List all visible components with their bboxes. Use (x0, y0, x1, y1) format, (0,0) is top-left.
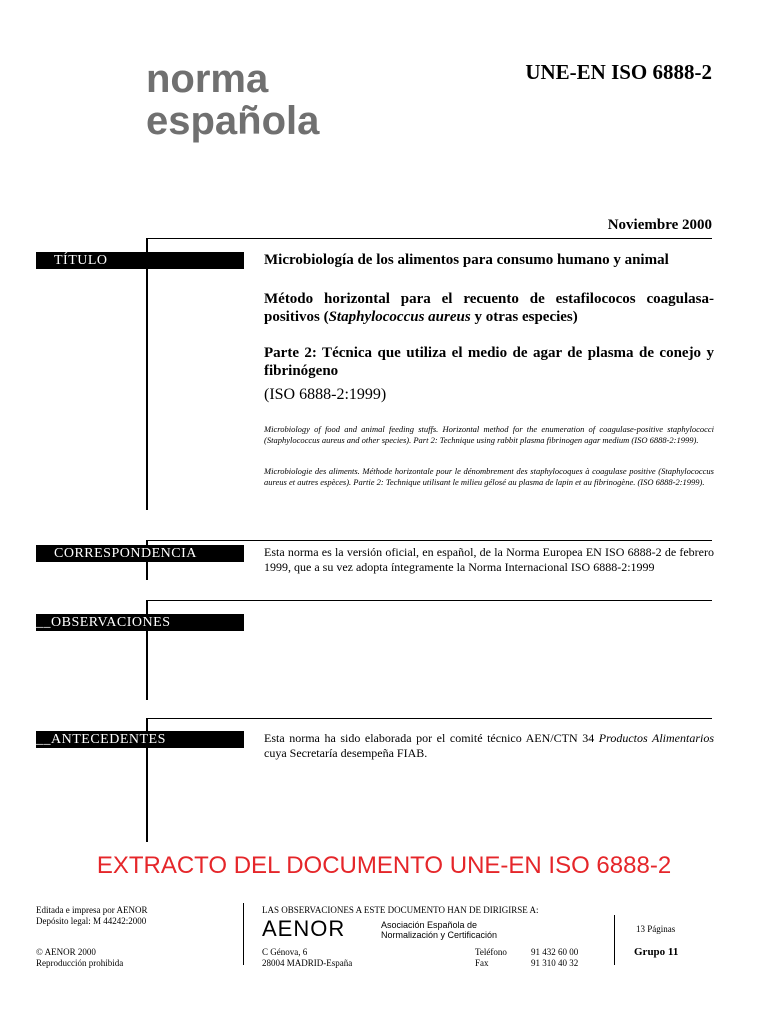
rule-top (146, 238, 712, 239)
footer-observations: LAS OBSERVACIONES A ESTE DOCUMENTO HAN DE DIRIGIRSE A: (262, 905, 539, 915)
extract-notice: EXTRACTO DEL DOCUMENTO UNE-EN ISO 6888-2 (96, 852, 672, 879)
footer-fax-label: Fax (475, 958, 489, 968)
footer-pages: 13 Páginas (636, 924, 676, 934)
label-correspondencia: CORRESPONDENCIA (36, 545, 244, 562)
footer-fax: 91 310 40 32 (531, 958, 579, 968)
footer-group: Grupo 11 (634, 946, 679, 958)
title-main: Microbiología de los alimentos para consumo humano y animal (264, 252, 669, 268)
title-french: Microbiologie des aliments. Méthode horizontale pour le dénombrement des staphylocoques à coagulase positive (Staphylococcus aureus et autres espèces). Partie 2: Technique utilisant le milieu gélosé au plasma de lapin et au fibrinogène. (ISO 6888-2:1999). (264, 466, 714, 487)
label-observaciones: __OBSERVACIONES (36, 614, 244, 631)
title-method-species: Staphylococcus aureus (328, 309, 471, 325)
footer-address2: 28004 MADRID-España (262, 958, 353, 968)
aenor-full-name (381, 920, 497, 940)
title-part: Parte 2: Técnica que utiliza el medio de agar de plasma de conejo y fibrinógeno (264, 345, 714, 379)
title-method-part2: y otras especies) (470, 309, 578, 325)
footer-edited: Editada e impresa por AENOR (36, 905, 148, 915)
norma-espanola-heading (146, 58, 319, 142)
correspondencia-text: Esta norma es la versión oficial, en español, de la Norma Europea EN ISO 6888-2 de febrero 1999, que a su vez adopta íntegramente la Norma Internacional ISO 6888-2:1999 (264, 545, 714, 574)
norma-line1: norma (146, 57, 269, 101)
title-english: Microbiology of food and animal feeding stuffs. Horizontal method for the enumeration of coagulase-positive staphylococci (Staphylococcus aureus and other species). Part 2: Technique using rabbit plasma fibrinogen agar medium (ISO 6888-2:1999). (264, 424, 714, 445)
standard-code: UNE-EN ISO 6888-2 (525, 60, 712, 84)
rule-correspondencia (146, 540, 712, 541)
footer-divider-left (243, 903, 244, 965)
title-method (264, 290, 714, 326)
antecedentes-text2: cuya Secretaría desempeña FIAB. (264, 746, 428, 760)
footer-deposit: Depósito legal: M 44242:2000 (36, 916, 147, 926)
title-method-part1: Método horizontal para el recuento de estafilococos coagulasa-positivos ( (264, 291, 714, 325)
footer-phone-label: Teléfono (475, 947, 507, 957)
aenor-full-name-line1: Asociación Española de (381, 920, 478, 930)
aenor-logo: AENOR (262, 916, 346, 941)
footer-phone: 91 432 60 00 (531, 947, 579, 957)
label-titulo: TÍTULO (36, 252, 244, 269)
label-antecedentes: __ANTECEDENTES (36, 731, 244, 748)
antecedentes-italic: Productos Alimentarios (598, 731, 714, 745)
footer-address1: C Génova, 6 (262, 947, 308, 957)
rule-antecedentes (146, 718, 712, 719)
antecedentes-text (264, 731, 714, 761)
aenor-full-name-line2: Normalización y Certificación (381, 930, 498, 940)
norma-line2: española (146, 99, 320, 143)
antecedentes-text1: Esta norma ha sido elaborada por el comité técnico AEN/CTN 34 (264, 731, 599, 745)
rule-observaciones (146, 600, 712, 601)
publication-date: Noviembre 2000 (607, 217, 712, 233)
footer-reproduction: Reproducción prohibida (36, 958, 124, 968)
iso-reference: (ISO 6888-2:1999) (264, 386, 387, 403)
vertical-rule-title (146, 238, 148, 510)
footer-copyright: © AENOR 2000 (36, 947, 96, 957)
